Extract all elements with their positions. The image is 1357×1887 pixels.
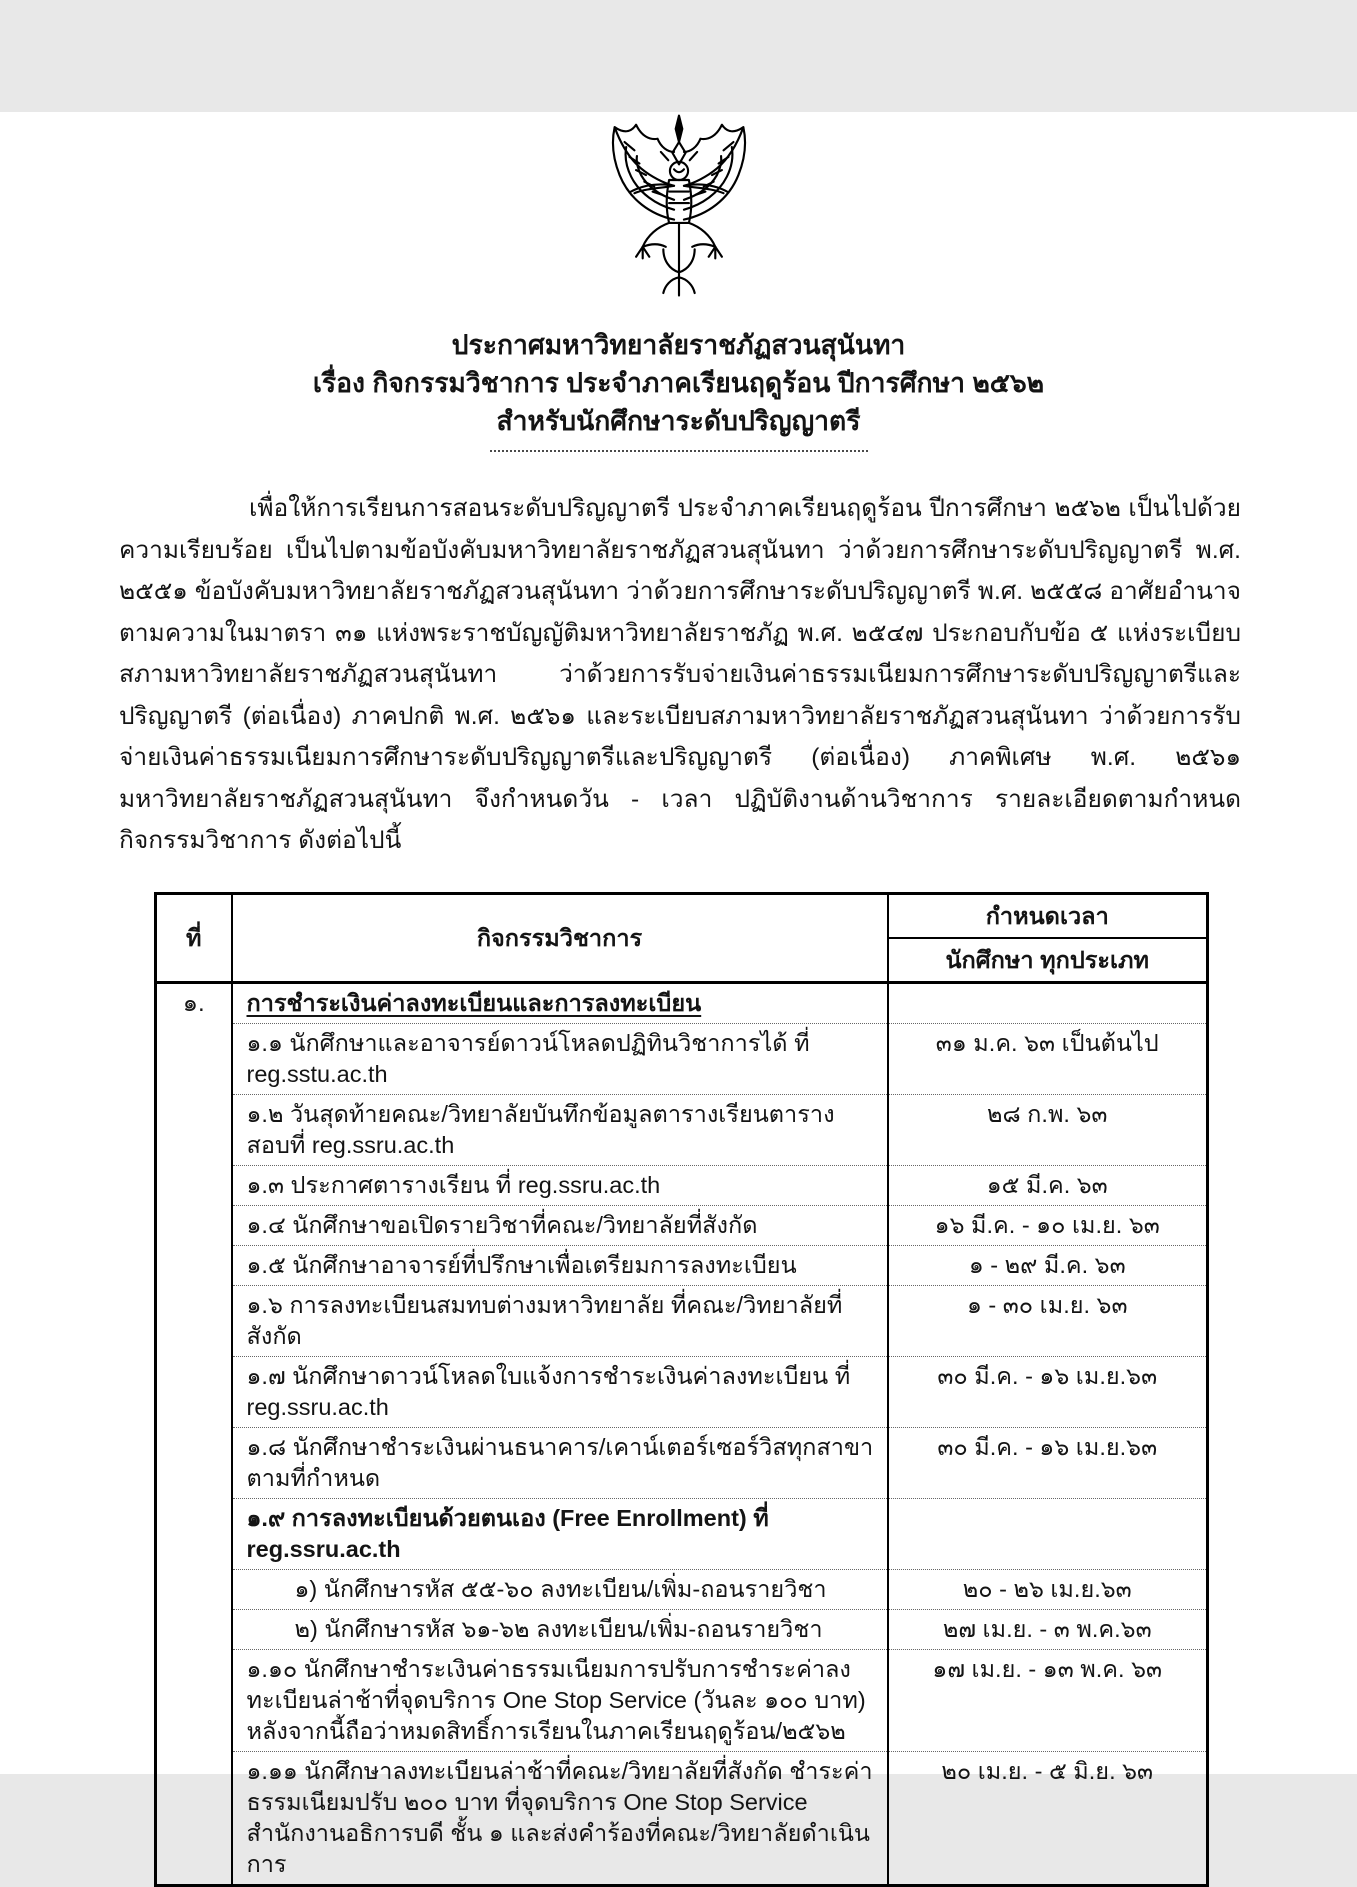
table-row <box>156 1751 1208 1885</box>
dotted-separator <box>490 448 868 452</box>
announcement-subject: เรื่อง กิจกรรมวิชาการ ประจำภาคเรียนฤดูร้อน ปีการศึกษา ๒๕๖๒ <box>312 368 1045 398</box>
date-cell: ๒๐ - ๒๖ เม.ย.๖๓ <box>888 1569 1208 1609</box>
date-cell: ๓๐ มี.ค. - ๑๖ เม.ย.๖๓ <box>888 1427 1208 1498</box>
table-row <box>156 1205 1208 1245</box>
table-row <box>156 1569 1208 1609</box>
activity-cell: ๒) นักศึกษารหัส ๖๑-๖๒ ลงทะเบียน/เพิ่ม-ถอนรายวิชา <box>232 1609 888 1649</box>
date-cell: ๒๘ ก.พ. ๖๓ <box>888 1094 1208 1165</box>
date-cell: ๓๑ ม.ค. ๖๓ เป็นต้นไป <box>888 1023 1208 1094</box>
table-row <box>156 1165 1208 1205</box>
item-number-cell: ๑. <box>156 982 232 1885</box>
activity-cell: ๑.๓ ประกาศตารางเรียน ที่ reg.ssru.ac.th <box>232 1165 888 1205</box>
header-time-sub: นักศึกษา ทุกประเภท <box>888 938 1208 983</box>
announcement-title: ประกาศมหาวิทยาลัยราชภัฏสวนสุนันทา <box>451 330 906 360</box>
date-cell: ๑ - ๓๐ เม.ย. ๖๓ <box>888 1285 1208 1356</box>
activity-cell: ๑.๕ นักศึกษาอาจารย์ที่ปรึกษาเพื่อเตรียมการลงทะเบียน <box>232 1245 888 1285</box>
date-cell: ๑๕ มี.ค. ๖๓ <box>888 1165 1208 1205</box>
table-row <box>156 1245 1208 1285</box>
table-header <box>156 893 1208 982</box>
activity-cell: ๑.๑๐ นักศึกษาชำระเงินค่าธรรมเนียมการปรับการชำระค่าลงทะเบียนล่าช้าที่จุดบริการ One Stop Service (วันละ ๑๐๐ บาท) หลังจากนี้ถือว่าหมดสิทธิ์การเรียนในภาคเรียนฤดูร้อน/๒๕๖๒ <box>232 1649 888 1751</box>
activity-cell: ๑.๗ นักศึกษาดาวน์โหลดใบแจ้งการชำระเงินค่าลงทะเบียน ที่ reg.ssru.ac.th <box>232 1356 888 1427</box>
date-cell: ๑๗ เม.ย. - ๑๓ พ.ค. ๖๓ <box>888 1649 1208 1751</box>
title-block <box>0 326 1357 452</box>
header-no: ที่ <box>156 893 232 982</box>
header-activity: กิจกรรมวิชาการ <box>232 893 888 982</box>
activity-cell: ๑.๒ วันสุดท้ายคณะ/วิทยาลัยบันทึกข้อมูลตารางเรียนตารางสอบที่ reg.ssru.ac.th <box>232 1094 888 1165</box>
date-cell: ๒๐ เม.ย. - ๕ มิ.ย. ๖๓ <box>888 1751 1208 1885</box>
activity-cell: ๑.๑๑ นักศึกษาลงทะเบียนล่าช้าที่คณะ/วิทยาลัยที่สังกัด ชำระค่าธรรมเนียมปรับ ๒๐๐ บาท ที่จุดบริการ One Stop Service สำนักงานอธิการบดี ชั้น ๑ และส่งคำร้องที่คณะ/วิทยาลัยดำเนินการ <box>232 1751 888 1885</box>
date-cell: ๑ - ๒๙ มี.ค. ๖๓ <box>888 1245 1208 1285</box>
activity-cell: การชำระเงินค่าลงทะเบียนและการลงทะเบียน <box>232 982 888 1023</box>
document-page <box>0 112 1357 1877</box>
announcement-audience: สำหรับนักศึกษาระดับปริญญาตรี <box>496 406 861 436</box>
table-row <box>156 1609 1208 1649</box>
table-row <box>156 1023 1208 1094</box>
table-row <box>156 1285 1208 1356</box>
body-paragraph: เพื่อให้การเรียนการสอนระดับปริญญาตรี ประจำภาคเรียนฤดูร้อน ปีการศึกษา ๒๕๖๒ เป็นไปด้วยความเรียบร้อย เป็นไปตามข้อบังคับมหาวิทยาลัยราชภัฏสวนสุนันทา ว่าด้วยการศึกษาระดับปริญญาตรี พ.ศ. ๒๕๕๑ ข้อบังคับมหาวิทยาลัยราชภัฏสวนสุนันทา ว่าด้วยการศึกษาระดับปริญญาตรี พ.ศ. ๒๕๕๘ อาศัยอำนาจตามความในมาตรา ๓๑ แห่งพระราชบัญญัติมหาวิทยาลัยราชภัฏ พ.ศ. ๒๕๔๗ ประกอบกับข้อ ๕ แห่งระเบียบสภามหาวิทยาลัยราชภัฏสวนสุนันทา ว่าด้วยการรับจ่ายเงินค่าธรรมเนียมการศึกษาระดับปริญญาตรีและปริญญาตรี (ต่อเนื่อง) ภาคปกติ พ.ศ. ๒๕๖๑ และระเบียบสภามหาวิทยาลัยราชภัฏสวนสุนันทา ว่าด้วยการรับจ่ายเงินค่าธรรมเนียมการศึกษาระดับปริญญาตรีและปริญญาตรี (ต่อเนื่อง) ภาคพิเศษ พ.ศ. ๒๕๖๑ มหาวิทยาลัยราชภัฏสวนสุนันทา จึงกำหนดวัน - เวลา ปฏิบัติงานด้านวิชาการ รายละเอียดตามกำหนดกิจกรรมวิชาการ ดังต่อไปนี้ <box>119 495 1241 854</box>
table-body <box>156 982 1208 1885</box>
table-row <box>156 982 1208 1023</box>
date-cell <box>888 982 1208 1023</box>
table-row <box>156 1649 1208 1751</box>
activity-cell: ๑.๖ การลงทะเบียนสมทบต่างมหาวิทยาลัย ที่คณะ/วิทยาลัยที่สังกัด <box>232 1285 888 1356</box>
activity-cell: ๑.๙ การลงทะเบียนด้วยตนเอง (Free Enrollment) ที่ reg.ssru.ac.th <box>232 1498 888 1569</box>
schedule-table <box>154 892 1209 1887</box>
header-time: กำหนดเวลา <box>888 893 1208 938</box>
activity-cell: ๑) นักศึกษารหัส ๕๕-๖๐ ลงทะเบียน/เพิ่ม-ถอนรายวิชา <box>232 1569 888 1609</box>
date-cell: ๓๐ มี.ค. - ๑๖ เม.ย.๖๓ <box>888 1356 1208 1427</box>
date-cell: ๒๗ เม.ย. - ๓ พ.ค.๖๓ <box>888 1609 1208 1649</box>
activity-cell: ๑.๔ นักศึกษาขอเปิดรายวิชาที่คณะ/วิทยาลัยที่สังกัด <box>232 1205 888 1245</box>
date-cell <box>888 1498 1208 1569</box>
table-row <box>156 1094 1208 1165</box>
garuda-emblem-icon <box>584 112 774 314</box>
table-row <box>156 1427 1208 1498</box>
activity-cell: ๑.๘ นักศึกษาชำระเงินผ่านธนาคาร/เคาน์เตอร์เซอร์วิสทุกสาขา ตามที่กำหนด <box>232 1427 888 1498</box>
table-row <box>156 1498 1208 1569</box>
date-cell: ๑๖ มี.ค. - ๑๐ เม.ย. ๖๓ <box>888 1205 1208 1245</box>
table-row <box>156 1356 1208 1427</box>
activity-cell: ๑.๑ นักศึกษาและอาจารย์ดาวน์โหลดปฏิทินวิชาการได้ ที่ reg.sstu.ac.th <box>232 1023 888 1094</box>
